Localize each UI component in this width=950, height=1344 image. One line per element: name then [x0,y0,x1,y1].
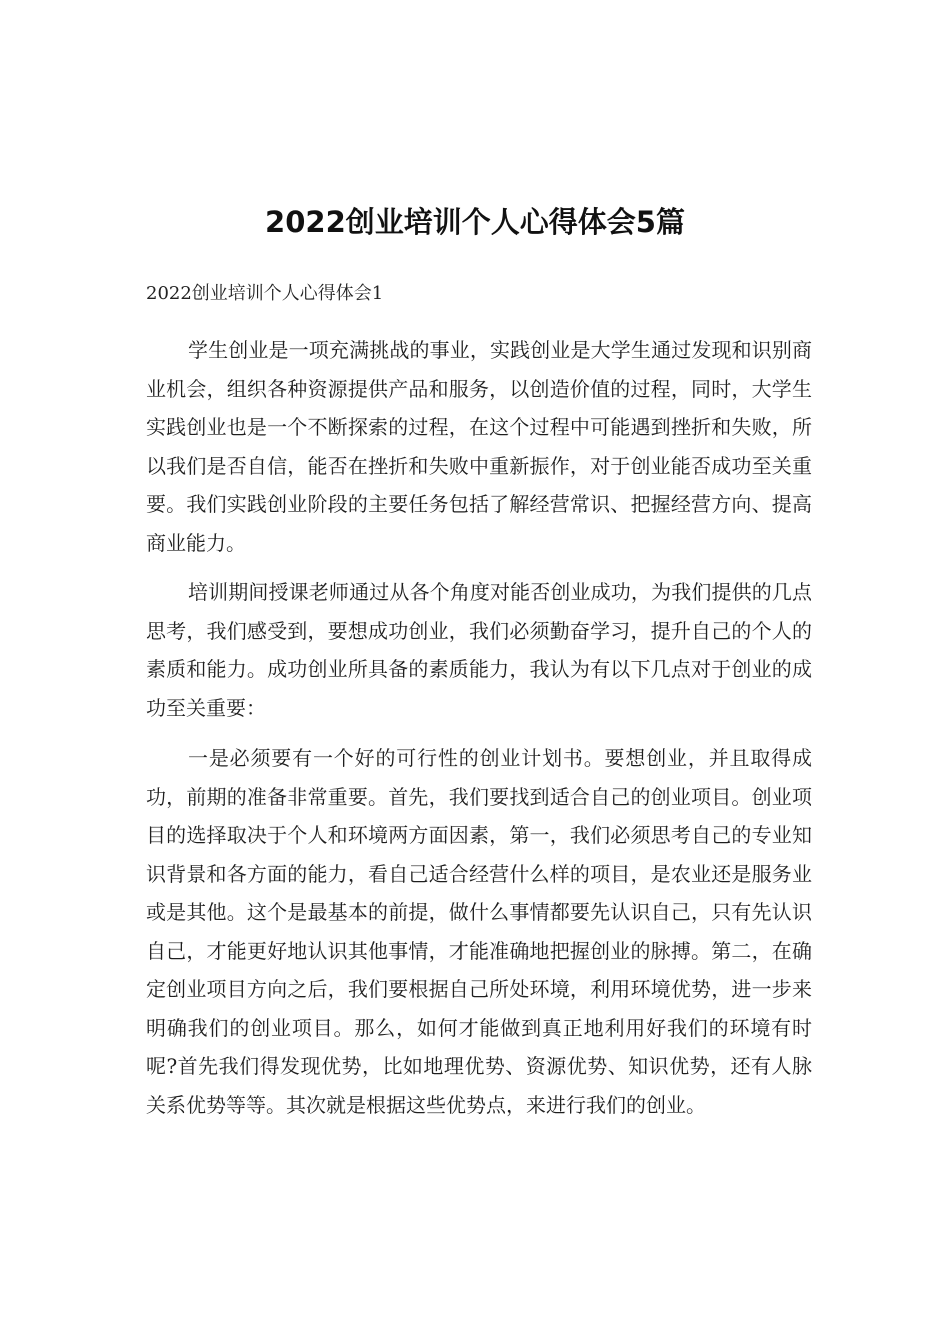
body-paragraph-1: 学生创业是一项充满挑战的事业，实践创业是大学生通过发现和识别商业机会，组织各种资源提供产品和服务，以创造价值的过程，同时，大学生实践创业也是一个不断探索的过程，在这个过程中可能遇到挫折和失败，所以我们是否自信，能否在挫折和失败中重新振作，对于创业能否成功至关重要。我们实践创业阶段的主要任务包括了解经营常识、把握经营方向、提高商业能力。 [146,338,812,555]
section-heading: 2022创业培训个人心得体会1 [146,283,384,304]
document-title: 2022创业培训个人心得体会5篇 [265,205,685,239]
body-paragraph-3: 一是必须要有一个好的可行性的创业计划书。要想创业，并且取得成功，前期的准备非常重要。首先，我们要找到适合自己的创业项目。创业项目的选择取决于个人和环境两方面因素，第一，我们必须思考自己的专业知识背景和各方面的能力，看自己适合经营什么样的项目，是农业还是服务业或是其他。这个是最基本的前提，做什么事情都要先认识自己，只有先认识自己，才能更好地认识其他事情，才能准确地把握创业的脉搏。第二，在确定创业项目方向之后，我们要根据自己所处环境，利用环境优势，进一步来明确我们的创业项目。那么，如何才能做到真正地利用好我们的环境有时呢?首先我们得发现优势，比如地理优势、资源优势、知识优势，还有人脉关系优势等等。其次就是根据这些优势点，来进行我们的创业。 [146,746,812,1117]
body-paragraph-2: 培训期间授课老师通过从各个角度对能否创业成功，为我们提供的几点思考，我们感受到，要想成功创业，我们必须勤奋学习，提升自己的个人的素质和能力。成功创业所具备的素质能力，我认为有以下几点对于创业的成功至关重要： [146,580,812,720]
